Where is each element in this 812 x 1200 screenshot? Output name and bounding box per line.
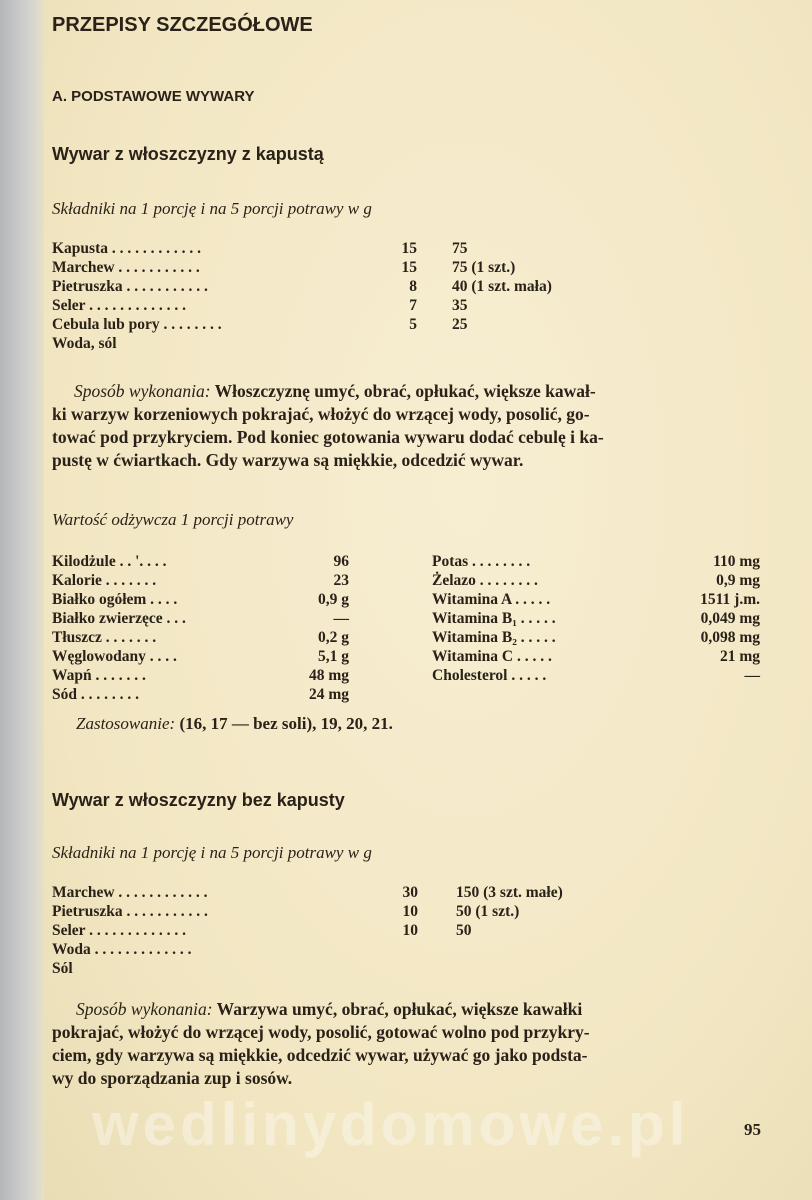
recipe-1-left-nutrient-name: Węglowodany . . . .	[52, 648, 177, 665]
recipe-1-usage-text: (16, 17 — bez soli), 19, 20, 21.	[179, 714, 393, 733]
recipe-1-right-nutrient-name: Witamina B₂ . . . . .	[432, 629, 556, 646]
recipe-1-left-nutrient-value: 48 mg	[308, 667, 349, 684]
page-title: PRZEPISY SZCZEGÓŁOWE	[52, 14, 313, 36]
recipe-1-right-nutrient-value: 21 mg	[719, 648, 760, 665]
recipe-1-right-nutrition-row	[432, 628, 760, 647]
recipe-2-ingredients-table	[52, 883, 632, 983]
recipe-1-ingredients-header: Składniki na 1 porcję i na 5 porcji potrawy w g	[52, 199, 372, 218]
recipe-1-right-nutrient-value: 1511 j.m.	[700, 591, 760, 608]
recipe-1-left-nutrient-name: Wapń . . . . . . .	[52, 667, 146, 684]
recipe-1-right-nutrition-row	[432, 571, 760, 590]
recipe-1-ingredient-row	[52, 334, 612, 353]
recipe-1-right-nutrient-value: 110 mg	[713, 553, 760, 570]
recipe-1-right-nutrient-value: —	[744, 667, 760, 684]
recipe-1-ingredient-one-portion: 7	[409, 297, 417, 314]
recipe-2-ingredient-name: Marchew . . . . . . . . . . . .	[52, 884, 208, 901]
recipe-1-usage-label: Zastosowanie:	[76, 714, 176, 733]
recipe-2-ingredient-five-portions: 50 (1 szt.)	[456, 903, 520, 920]
recipe-2-ingredient-one-portion: 30	[402, 884, 418, 901]
recipe-1-ingredient-one-portion: 15	[401, 240, 417, 257]
recipe-2-method-line-2: pokrajać, włożyć do wrzącej wody, posolić, gotować wolno pod przykry-	[52, 1022, 590, 1042]
recipe-1-ingredient-one-portion: 8	[409, 278, 417, 295]
recipe-1-right-nutrient-name: Potas . . . . . . . .	[432, 553, 531, 570]
recipe-1-usage	[76, 714, 393, 734]
recipe-1-ingredient-name: Marchew . . . . . . . . . . .	[52, 259, 200, 276]
recipe-1-ingredient-five-portions: 25	[452, 316, 468, 333]
recipe-1-left-nutrient-name: Białko ogółem . . . .	[52, 591, 178, 608]
recipe-1-method-line-2: ki warzyw korzeniowych pokrajać, włożyć do wrzącej wody, posolić, go-	[52, 404, 590, 424]
recipe-1-left-nutrient-name: Kalorie . . . . . . .	[52, 572, 157, 589]
recipe-2-ingredient-name: Woda . . . . . . . . . . . . .	[52, 941, 192, 958]
recipe-1-nutrition-right	[432, 552, 762, 692]
recipe-1-ingredient-row	[52, 315, 612, 334]
recipe-1-left-nutrient-name: Białko zwierzęce . . .	[52, 610, 186, 627]
recipe-1-left-nutrient-name: Tłuszcz . . . . . . .	[52, 629, 157, 646]
recipe-2-method-line-4: wy do sporządzania zup i sosów.	[52, 1068, 293, 1088]
recipe-1-ingredient-row	[52, 277, 612, 296]
recipe-2-ingredient-name: Pietruszka . . . . . . . . . . .	[52, 903, 208, 920]
recipe-1-right-nutrient-name: Witamina B₁ . . . . .	[432, 610, 556, 627]
recipe-2-method-line-3: ciem, gdy warzywa są miękkie, odcedzić wywar, używać go jako podsta-	[52, 1045, 588, 1065]
recipe-2-method	[52, 998, 764, 1090]
recipe-2-ingredient-row	[52, 921, 632, 940]
recipe-1-right-nutrient-value: 0,9 mg	[716, 572, 760, 589]
section-title: A. PODSTAWOWE WYWARY	[52, 88, 255, 105]
recipe-1-left-nutrient-name: Sód . . . . . . . .	[52, 686, 139, 703]
page-number: 95	[744, 1120, 761, 1139]
recipe-1-right-nutrient-name: Witamina C . . . . .	[432, 648, 552, 665]
recipe-1-left-nutrient-value: —	[333, 610, 349, 627]
recipe-1-ingredient-row	[52, 296, 612, 315]
recipe-1-left-nutrient-value: 0,2 g	[318, 629, 349, 646]
recipe-1-ingredient-row	[52, 258, 612, 277]
recipe-1-left-nutrition-row	[52, 666, 349, 685]
recipe-1-left-nutrition-row	[52, 628, 349, 647]
recipe-1-ingredient-row	[52, 239, 612, 258]
recipe-1-left-nutrition-row	[52, 590, 349, 609]
recipe-1-right-nutrient-name: Cholesterol . . . . .	[432, 667, 547, 684]
recipe-1-left-nutrient-value: 5,1 g	[318, 648, 349, 665]
recipe-1-right-nutrition-row	[432, 647, 760, 666]
recipe-1-right-nutrient-value: 0,098 mg	[700, 629, 760, 646]
watermark: wedlinydomowe.pl	[92, 1091, 690, 1158]
recipe-1-right-nutrient-name: Witamina A . . . . .	[432, 591, 551, 608]
recipe-1-method-line-4: pustę w ćwiartkach. Gdy warzywa są miękkie, odcedzić wywar.	[52, 450, 524, 470]
recipe-2-method-label: Sposób wykonania:	[76, 999, 213, 1019]
recipe-1-ingredient-name: Cebula lub pory . . . . . . . .	[52, 316, 222, 333]
recipe-1-right-nutrition-row	[432, 590, 760, 609]
recipe-1-right-nutrition-row	[432, 552, 760, 571]
recipe-1-ingredient-one-portion: 5	[409, 316, 417, 333]
recipe-1-left-nutrient-value: 96	[333, 553, 349, 570]
recipe-1-ingredient-name: Seler . . . . . . . . . . . . .	[52, 297, 187, 314]
recipe-1-method	[52, 380, 756, 472]
recipe-1-left-nutrient-value: 24 mg	[308, 686, 349, 703]
recipe-2-title: Wywar z włoszczyzny bez kapusty	[52, 790, 345, 810]
recipe-2-ingredient-row	[52, 940, 632, 959]
recipe-1-method-line-3: tować pod przykryciem. Pod koniec gotowania wywaru dodać cebulę i ka-	[52, 427, 604, 447]
recipe-1-right-nutrient-value: 0,049 mg	[700, 610, 760, 627]
recipe-1-right-nutrition-row	[432, 609, 760, 628]
recipe-1-left-nutrition-row	[52, 647, 349, 666]
recipe-1-ingredient-name: Pietruszka . . . . . . . . . . .	[52, 278, 208, 295]
recipe-1-left-nutrition-row	[52, 685, 349, 704]
recipe-1-nutrition-header: Wartość odżywcza 1 porcji potrawy	[52, 510, 294, 529]
recipe-2-ingredient-row	[52, 902, 632, 921]
recipe-1-ingredient-name: Kapusta . . . . . . . . . . . .	[52, 240, 201, 257]
book-gutter	[0, 0, 44, 1200]
recipe-1-ingredients-table	[52, 239, 612, 359]
recipe-1-method-line-1: Włoszczyznę umyć, obrać, opłukać, większe kawał-	[214, 381, 596, 401]
recipe-1-right-nutrition-row	[432, 666, 760, 685]
recipe-1-ingredient-one-portion: 15	[401, 259, 417, 276]
recipe-1-ingredient-five-portions: 75	[452, 240, 468, 257]
recipe-1-left-nutrient-value: 23	[333, 572, 349, 589]
recipe-2-ingredient-one-portion: 10	[402, 922, 418, 939]
recipe-2-ingredient-five-portions: 50	[456, 922, 472, 939]
recipe-2-ingredient-row	[52, 883, 632, 902]
recipe-2-ingredient-name: Sól	[52, 960, 73, 977]
recipe-1-nutrition-left	[52, 552, 352, 712]
recipe-1-method-label: Sposób wykonania:	[74, 381, 211, 401]
recipe-1-left-nutrition-row	[52, 552, 349, 571]
recipe-1-left-nutrient-name: Kilodżule . . '. . . .	[52, 553, 167, 570]
recipe-1-title: Wywar z włoszczyzny z kapustą	[52, 144, 324, 164]
recipe-2-method-line-1: Warzywa umyć, obrać, opłukać, większe kawałki	[216, 999, 583, 1019]
recipe-2-ingredient-five-portions: 150 (3 szt. małe)	[456, 884, 563, 901]
recipe-2-ingredient-one-portion: 10	[402, 903, 418, 920]
recipe-2-ingredient-name: Seler . . . . . . . . . . . . .	[52, 922, 187, 939]
recipe-1-ingredient-name: Woda, sól	[52, 335, 117, 352]
recipe-1-right-nutrient-name: Żelazo . . . . . . . .	[432, 572, 538, 589]
recipe-2-ingredients-header: Składniki na 1 porcję i na 5 porcji potrawy w g	[52, 843, 372, 862]
recipe-1-left-nutrition-row	[52, 609, 349, 628]
recipe-2-ingredient-row	[52, 959, 632, 978]
recipe-1-left-nutrition-row	[52, 571, 349, 590]
recipe-1-ingredient-five-portions: 35	[452, 297, 468, 314]
recipe-1-ingredient-five-portions: 40 (1 szt. mała)	[452, 278, 552, 295]
recipe-1-ingredient-five-portions: 75 (1 szt.)	[452, 259, 516, 276]
recipe-1-left-nutrient-value: 0,9 g	[318, 591, 349, 608]
